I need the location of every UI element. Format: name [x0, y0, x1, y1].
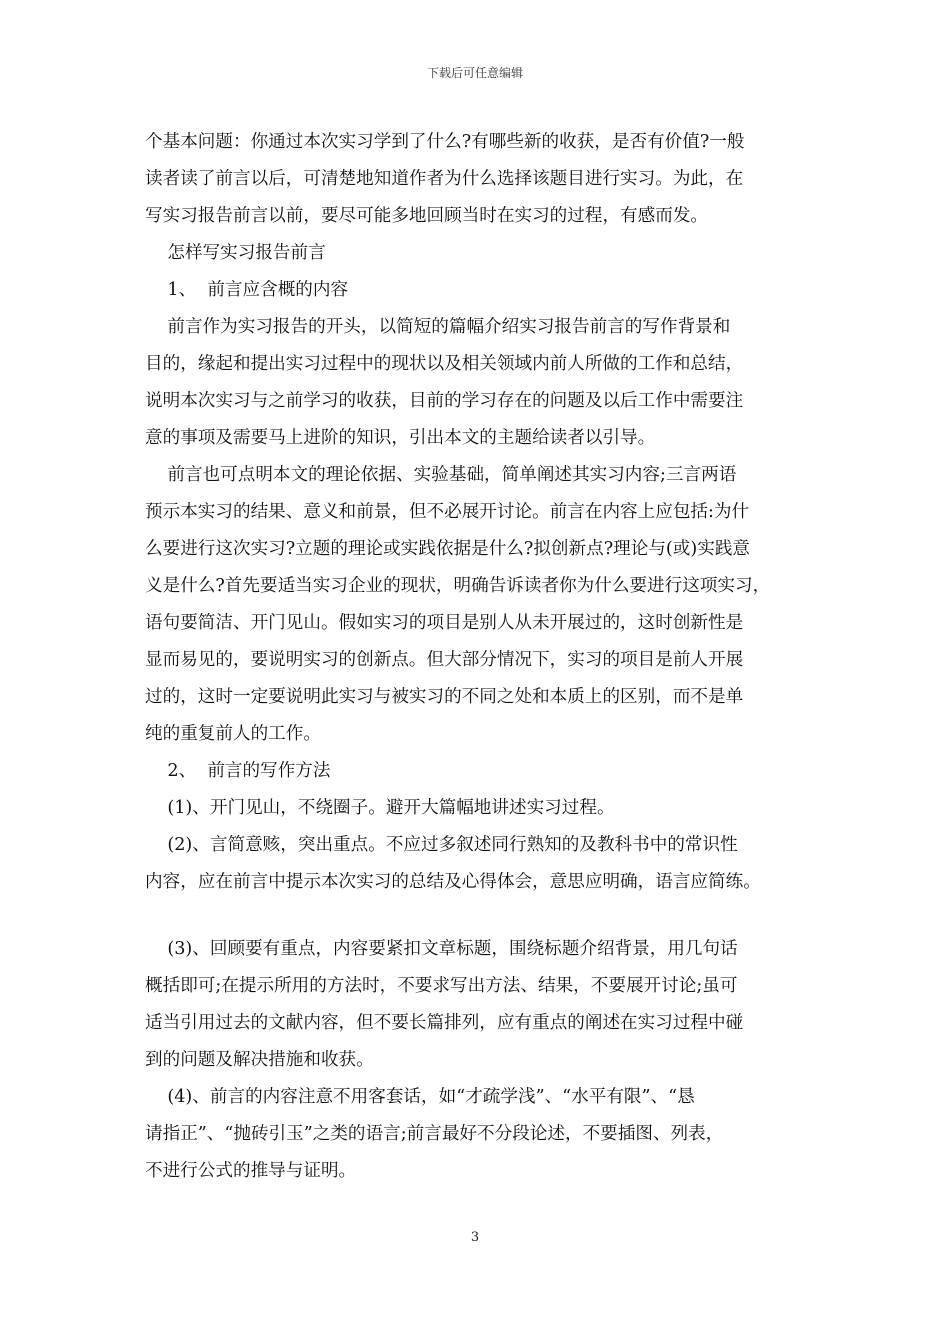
text-line: 2、 前言的写作方法: [145, 761, 331, 781]
text-line: 1、 前言应含概的内容: [145, 280, 349, 300]
text-line: 怎样写实习报告前言: [145, 243, 326, 263]
text-line: 到的问题及解决措施和收获。: [145, 1050, 374, 1070]
text-line: 个基本问题：你通过本次实习学到了什么?有哪些新的收获，是否有价值?一般: [145, 132, 745, 152]
text-line: 义是什么?首先要适当实习企业的现状，明确告诉读者你为什么要进行这项实习，: [145, 576, 771, 596]
text-line: 预示本实习的结果、意义和前景，但不必展开讨论。前言在内容上应包括:为什: [145, 502, 750, 522]
text-line: (2)、言简意赅，突出重点。不应过多叙述同行熟知的及教科书中的常识性: [145, 835, 738, 855]
text-line: 读者读了前言以后，可清楚地知道作者为什么选择该题目进行实习。为此，在: [145, 169, 744, 189]
text-line: (4)、前言的内容注意不用客套话，如“才疏学浅”、“水平有限”、“恳: [145, 1087, 695, 1107]
text-line: 不进行公式的推导与证明。: [145, 1161, 357, 1181]
text-line: 说明本次实习与之前学习的收获，目前的学习存在的问题及以后工作中需要注: [145, 391, 744, 411]
text-line: 纯的重复前人的工作。: [145, 724, 321, 744]
text-line: 目的，缘起和提出实习过程中的现状以及相关领域内前人所做的工作和总结，: [145, 354, 744, 374]
page-header: 下载后可任意编辑: [426, 66, 523, 80]
text-line: 写实习报告前言以前，要尽可能多地回顾当时在实习的过程，有感而发。: [145, 206, 709, 226]
text-line: 概括即可;在提示所用的方法时，不要求写出方法、结果，不要展开讨论;虽可: [145, 976, 738, 996]
text-line: 前言也可点明本文的理论依据、实验基础，简单阐述其实习内容;三言两语: [145, 465, 737, 485]
text-line: (3)、回顾要有重点，内容要紧扣文章标题，围绕标题介绍背景，用几句话: [145, 939, 738, 959]
text-line: 内容，应在前言中提示本次实习的总结及心得体会，意思应明确，语言应简练。: [145, 872, 761, 892]
text-line: 适当引用过去的文献内容，但不要长篇排列，应有重点的阐述在实习过程中碰: [145, 1013, 744, 1033]
text-line: 前言作为实习报告的开头，以简短的篇幅介绍实习报告前言的写作背景和: [145, 317, 731, 337]
text-line: 意的事项及需要马上进阶的知识，引出本文的主题给读者以引导。: [145, 428, 656, 448]
text-line: 显而易见的，要说明实习的创新点。但大部分情况下，实习的项目是前人开展: [145, 650, 744, 670]
page-number: 3: [470, 1230, 480, 1245]
text-line: 过的，这时一定要说明此实习与被实习的不同之处和本质上的区别，而不是单: [145, 687, 744, 707]
paragraph-gap: [145, 901, 810, 931]
text-line: (1)、开门见山，不绕圈子。避开大篇幅地讲述实习过程。: [145, 798, 615, 818]
text-line: 语句要简洁、开门见山。假如实习的项目是别人从未开展过的，这时创新性是: [145, 613, 744, 633]
text-line: 请指正”、“抛砖引玉”之类的语言;前言最好不分段论述，不要插图、列表，: [145, 1124, 724, 1144]
document-body: [145, 124, 810, 1190]
text-line: 么要进行这次实习?立题的理论或实践依据是什么?拟创新点?理论与(或)实践意: [145, 539, 751, 559]
